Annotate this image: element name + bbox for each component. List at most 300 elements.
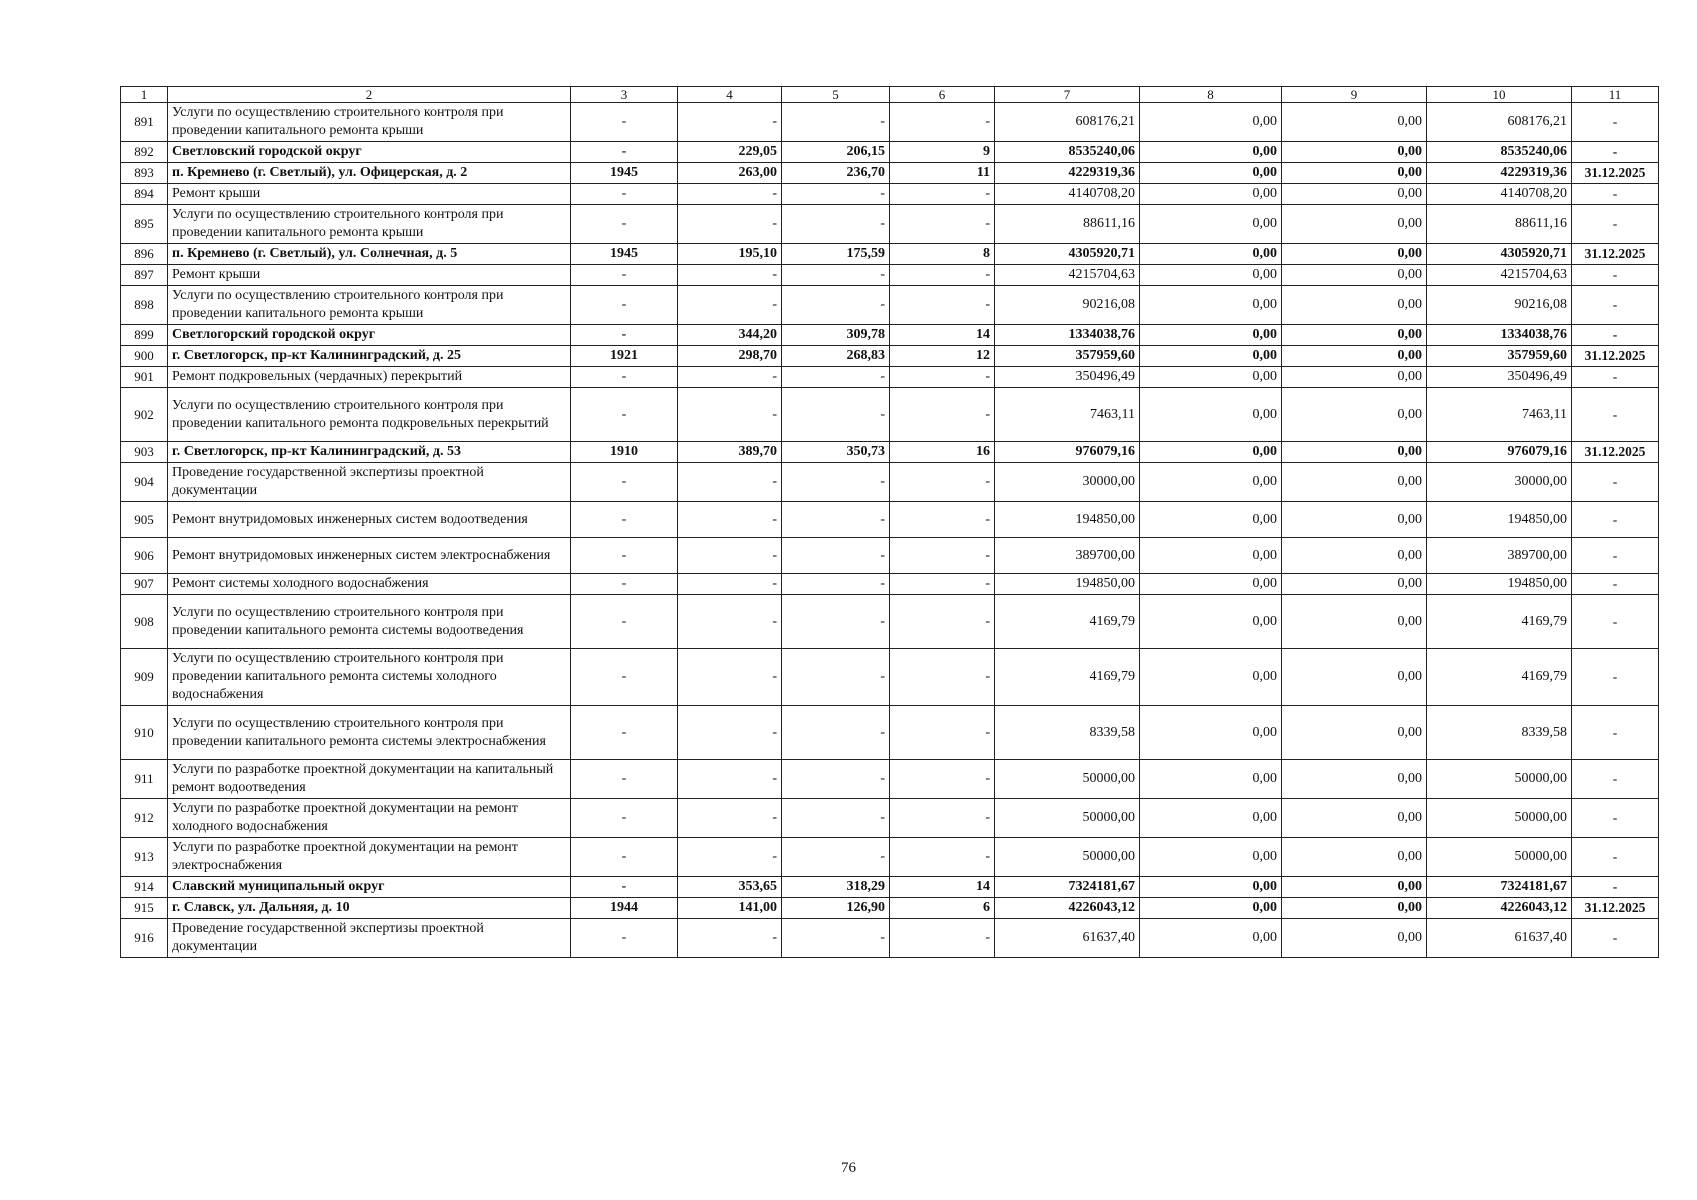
- cost-col8-cell: 0,00: [1140, 367, 1282, 388]
- table-row: [121, 838, 1659, 877]
- total-cost-cell: 1334038,76: [995, 325, 1140, 346]
- year-cell: -: [571, 103, 678, 142]
- total-cost-cell: 61637,40: [995, 919, 1140, 958]
- end-date-cell: -: [1572, 574, 1659, 595]
- end-date-cell: 31.12.2025: [1572, 442, 1659, 463]
- table-row: [121, 346, 1659, 367]
- cost-col8-cell: 0,00: [1140, 205, 1282, 244]
- cost-col9-cell: 0,00: [1282, 706, 1427, 760]
- cost-col10-cell: 4215704,63: [1427, 265, 1572, 286]
- residents-cell: 11: [890, 163, 995, 184]
- cost-col10-cell: 4305920,71: [1427, 244, 1572, 265]
- total-cost-cell: 30000,00: [995, 463, 1140, 502]
- cost-col10-cell: 61637,40: [1427, 919, 1572, 958]
- work-name-cell: Услуги по осуществлению строительного контроля при проведении капитального ремонта системы электроснабжения: [168, 706, 571, 760]
- total-area-cell: 263,00: [678, 163, 782, 184]
- end-date-cell: -: [1572, 538, 1659, 574]
- cost-col9-cell: 0,00: [1282, 325, 1427, 346]
- year-cell: -: [571, 205, 678, 244]
- living-area-cell: -: [782, 838, 890, 877]
- cost-col10-cell: 194850,00: [1427, 574, 1572, 595]
- work-name-cell: Проведение государственной экспертизы проектной документации: [168, 919, 571, 958]
- table-row: [121, 463, 1659, 502]
- table-row: [121, 325, 1659, 346]
- total-cost-cell: 50000,00: [995, 838, 1140, 877]
- table-row: [121, 286, 1659, 325]
- year-cell: -: [571, 649, 678, 706]
- cost-col8-cell: 0,00: [1140, 538, 1282, 574]
- total-cost-cell: 8339,58: [995, 706, 1140, 760]
- cost-col10-cell: 8339,58: [1427, 706, 1572, 760]
- row-number-cell: 900: [121, 346, 168, 367]
- cost-col8-cell: 0,00: [1140, 898, 1282, 919]
- residents-cell: -: [890, 538, 995, 574]
- cost-col8-cell: 0,00: [1140, 799, 1282, 838]
- work-name-cell: п. Кремнево (г. Светлый), ул. Солнечная, д. 5: [168, 244, 571, 265]
- work-name-cell: п. Кремнево (г. Светлый), ул. Офицерская, д. 2: [168, 163, 571, 184]
- living-area-cell: 268,83: [782, 346, 890, 367]
- year-cell: -: [571, 760, 678, 799]
- end-date-cell: 31.12.2025: [1572, 898, 1659, 919]
- total-cost-cell: 4215704,63: [995, 265, 1140, 286]
- year-cell: -: [571, 325, 678, 346]
- end-date-cell: -: [1572, 799, 1659, 838]
- cost-col10-cell: 7324181,67: [1427, 877, 1572, 898]
- cost-col8-cell: 0,00: [1140, 760, 1282, 799]
- cost-col8-cell: 0,00: [1140, 919, 1282, 958]
- residents-cell: 6: [890, 898, 995, 919]
- row-number-cell: 896: [121, 244, 168, 265]
- total-cost-cell: 357959,60: [995, 346, 1140, 367]
- total-area-cell: 229,05: [678, 142, 782, 163]
- year-cell: 1910: [571, 442, 678, 463]
- cost-col10-cell: 8535240,06: [1427, 142, 1572, 163]
- table-row: [121, 367, 1659, 388]
- cost-col9-cell: 0,00: [1282, 346, 1427, 367]
- table-row: [121, 244, 1659, 265]
- row-number-cell: 899: [121, 325, 168, 346]
- total-area-cell: -: [678, 760, 782, 799]
- living-area-cell: 318,29: [782, 877, 890, 898]
- residents-cell: -: [890, 103, 995, 142]
- table-row: [121, 877, 1659, 898]
- residents-cell: -: [890, 706, 995, 760]
- total-cost-cell: 350496,49: [995, 367, 1140, 388]
- end-date-cell: -: [1572, 367, 1659, 388]
- residents-cell: 14: [890, 325, 995, 346]
- cost-col9-cell: 0,00: [1282, 205, 1427, 244]
- total-area-cell: -: [678, 265, 782, 286]
- year-cell: -: [571, 538, 678, 574]
- row-number-cell: 912: [121, 799, 168, 838]
- end-date-cell: -: [1572, 142, 1659, 163]
- cost-col10-cell: 7463,11: [1427, 388, 1572, 442]
- total-cost-cell: 976079,16: [995, 442, 1140, 463]
- cost-col8-cell: 0,00: [1140, 325, 1282, 346]
- cost-col8-cell: 0,00: [1140, 574, 1282, 595]
- row-number-cell: 903: [121, 442, 168, 463]
- total-area-cell: 353,65: [678, 877, 782, 898]
- year-cell: -: [571, 142, 678, 163]
- residents-cell: 14: [890, 877, 995, 898]
- cost-col9-cell: 0,00: [1282, 595, 1427, 649]
- end-date-cell: -: [1572, 286, 1659, 325]
- total-area-cell: -: [678, 838, 782, 877]
- cost-col10-cell: 4226043,12: [1427, 898, 1572, 919]
- living-area-cell: 175,59: [782, 244, 890, 265]
- cost-col9-cell: 0,00: [1282, 286, 1427, 325]
- row-number-cell: 904: [121, 463, 168, 502]
- total-area-cell: -: [678, 799, 782, 838]
- living-area-cell: -: [782, 388, 890, 442]
- residents-cell: -: [890, 367, 995, 388]
- cost-col10-cell: 4169,79: [1427, 649, 1572, 706]
- work-name-cell: Проведение государственной экспертизы проектной документации: [168, 463, 571, 502]
- end-date-cell: -: [1572, 838, 1659, 877]
- living-area-cell: 206,15: [782, 142, 890, 163]
- cost-col9-cell: 0,00: [1282, 442, 1427, 463]
- work-name-cell: Ремонт крыши: [168, 184, 571, 205]
- work-name-cell: Светлогорский городской округ: [168, 325, 571, 346]
- row-number-cell: 897: [121, 265, 168, 286]
- table-row: [121, 103, 1659, 142]
- table-row: [121, 538, 1659, 574]
- table-row: [121, 706, 1659, 760]
- total-cost-cell: 4169,79: [995, 595, 1140, 649]
- total-area-cell: -: [678, 595, 782, 649]
- column-numbers-row: [121, 87, 1659, 103]
- work-name-cell: Услуги по осуществлению строительного контроля при проведении капитального ремонта крыши: [168, 103, 571, 142]
- work-name-cell: Услуги по разработке проектной документации на ремонт электроснабжения: [168, 838, 571, 877]
- total-area-cell: -: [678, 706, 782, 760]
- cost-col10-cell: 30000,00: [1427, 463, 1572, 502]
- year-cell: -: [571, 463, 678, 502]
- work-name-cell: Ремонт внутридомовых инженерных систем водоотведения: [168, 502, 571, 538]
- total-area-cell: 389,70: [678, 442, 782, 463]
- row-number-cell: 907: [121, 574, 168, 595]
- living-area-cell: -: [782, 760, 890, 799]
- total-cost-cell: 50000,00: [995, 760, 1140, 799]
- cost-col8-cell: 0,00: [1140, 388, 1282, 442]
- year-cell: 1945: [571, 244, 678, 265]
- end-date-cell: -: [1572, 103, 1659, 142]
- total-area-cell: -: [678, 574, 782, 595]
- year-cell: -: [571, 595, 678, 649]
- total-cost-cell: 90216,08: [995, 286, 1140, 325]
- residents-cell: -: [890, 265, 995, 286]
- work-name-cell: Славский муниципальный округ: [168, 877, 571, 898]
- cost-col8-cell: 0,00: [1140, 442, 1282, 463]
- work-name-cell: Ремонт системы холодного водоснабжения: [168, 574, 571, 595]
- living-area-cell: -: [782, 502, 890, 538]
- residents-cell: 12: [890, 346, 995, 367]
- table-row: [121, 502, 1659, 538]
- table-row: [121, 142, 1659, 163]
- row-number-cell: 906: [121, 538, 168, 574]
- cost-col9-cell: 0,00: [1282, 502, 1427, 538]
- cost-col9-cell: 0,00: [1282, 388, 1427, 442]
- work-name-cell: Услуги по разработке проектной документации на ремонт холодного водоснабжения: [168, 799, 571, 838]
- year-cell: -: [571, 877, 678, 898]
- total-cost-cell: 389700,00: [995, 538, 1140, 574]
- cost-col10-cell: 88611,16: [1427, 205, 1572, 244]
- column-header: 5: [782, 87, 890, 103]
- work-name-cell: Услуги по осуществлению строительного контроля при проведении капитального ремонта подкровельных перекрытий: [168, 388, 571, 442]
- cost-col9-cell: 0,00: [1282, 163, 1427, 184]
- end-date-cell: -: [1572, 463, 1659, 502]
- cost-col9-cell: 0,00: [1282, 103, 1427, 142]
- residents-cell: -: [890, 799, 995, 838]
- year-cell: -: [571, 265, 678, 286]
- cost-col8-cell: 0,00: [1140, 649, 1282, 706]
- living-area-cell: -: [782, 799, 890, 838]
- cost-col10-cell: 976079,16: [1427, 442, 1572, 463]
- column-header: 7: [995, 87, 1140, 103]
- cost-col9-cell: 0,00: [1282, 838, 1427, 877]
- year-cell: -: [571, 184, 678, 205]
- table-row: [121, 388, 1659, 442]
- cost-col10-cell: 350496,49: [1427, 367, 1572, 388]
- total-cost-cell: 88611,16: [995, 205, 1140, 244]
- end-date-cell: -: [1572, 184, 1659, 205]
- year-cell: 1944: [571, 898, 678, 919]
- column-header: 11: [1572, 87, 1659, 103]
- row-number-cell: 916: [121, 919, 168, 958]
- living-area-cell: -: [782, 265, 890, 286]
- total-area-cell: -: [678, 463, 782, 502]
- total-area-cell: -: [678, 919, 782, 958]
- table-row: [121, 595, 1659, 649]
- row-number-cell: 902: [121, 388, 168, 442]
- end-date-cell: -: [1572, 919, 1659, 958]
- end-date-cell: -: [1572, 760, 1659, 799]
- year-cell: -: [571, 367, 678, 388]
- cost-col9-cell: 0,00: [1282, 367, 1427, 388]
- living-area-cell: 236,70: [782, 163, 890, 184]
- column-header: 9: [1282, 87, 1427, 103]
- residents-cell: -: [890, 760, 995, 799]
- end-date-cell: -: [1572, 325, 1659, 346]
- end-date-cell: -: [1572, 877, 1659, 898]
- cost-col8-cell: 0,00: [1140, 463, 1282, 502]
- end-date-cell: 31.12.2025: [1572, 163, 1659, 184]
- row-number-cell: 898: [121, 286, 168, 325]
- cost-col9-cell: 0,00: [1282, 265, 1427, 286]
- year-cell: -: [571, 919, 678, 958]
- total-area-cell: -: [678, 649, 782, 706]
- table-body: [121, 103, 1659, 958]
- end-date-cell: -: [1572, 502, 1659, 538]
- cost-col9-cell: 0,00: [1282, 919, 1427, 958]
- work-name-cell: Услуги по разработке проектной документации на капитальный ремонт водоотведения: [168, 760, 571, 799]
- total-area-cell: -: [678, 388, 782, 442]
- living-area-cell: -: [782, 463, 890, 502]
- living-area-cell: -: [782, 595, 890, 649]
- cost-col9-cell: 0,00: [1282, 244, 1427, 265]
- cost-col8-cell: 0,00: [1140, 142, 1282, 163]
- cost-col10-cell: 50000,00: [1427, 760, 1572, 799]
- cost-col8-cell: 0,00: [1140, 346, 1282, 367]
- residents-cell: -: [890, 574, 995, 595]
- cost-col10-cell: 50000,00: [1427, 838, 1572, 877]
- total-cost-cell: 194850,00: [995, 502, 1140, 538]
- total-area-cell: 195,10: [678, 244, 782, 265]
- cost-col9-cell: 0,00: [1282, 649, 1427, 706]
- cost-col10-cell: 389700,00: [1427, 538, 1572, 574]
- work-name-cell: Услуги по осуществлению строительного контроля при проведении капитального ремонта крыши: [168, 205, 571, 244]
- year-cell: -: [571, 706, 678, 760]
- table-row: [121, 898, 1659, 919]
- total-cost-cell: 8535240,06: [995, 142, 1140, 163]
- work-name-cell: Услуги по осуществлению строительного контроля при проведении капитального ремонта системы холодного водоснабжения: [168, 649, 571, 706]
- total-cost-cell: 7324181,67: [995, 877, 1140, 898]
- cost-col9-cell: 0,00: [1282, 799, 1427, 838]
- cost-col8-cell: 0,00: [1140, 838, 1282, 877]
- cost-col8-cell: 0,00: [1140, 502, 1282, 538]
- end-date-cell: 31.12.2025: [1572, 244, 1659, 265]
- total-cost-cell: 7463,11: [995, 388, 1140, 442]
- year-cell: 1921: [571, 346, 678, 367]
- residents-cell: 16: [890, 442, 995, 463]
- living-area-cell: 309,78: [782, 325, 890, 346]
- residents-cell: -: [890, 919, 995, 958]
- column-header: 2: [168, 87, 571, 103]
- work-name-cell: Светловский городской округ: [168, 142, 571, 163]
- end-date-cell: -: [1572, 205, 1659, 244]
- cost-col10-cell: 4229319,36: [1427, 163, 1572, 184]
- cost-col8-cell: 0,00: [1140, 103, 1282, 142]
- work-name-cell: г. Светлогорск, пр-кт Калининградский, д. 53: [168, 442, 571, 463]
- year-cell: -: [571, 286, 678, 325]
- total-area-cell: -: [678, 367, 782, 388]
- work-name-cell: Ремонт внутридомовых инженерных систем электроснабжения: [168, 538, 571, 574]
- total-area-cell: 141,00: [678, 898, 782, 919]
- cost-col9-cell: 0,00: [1282, 538, 1427, 574]
- living-area-cell: -: [782, 706, 890, 760]
- end-date-cell: -: [1572, 595, 1659, 649]
- residents-cell: 9: [890, 142, 995, 163]
- total-cost-cell: 4140708,20: [995, 184, 1140, 205]
- cost-col10-cell: 194850,00: [1427, 502, 1572, 538]
- row-number-cell: 908: [121, 595, 168, 649]
- total-area-cell: -: [678, 184, 782, 205]
- cost-col9-cell: 0,00: [1282, 877, 1427, 898]
- cost-col8-cell: 0,00: [1140, 265, 1282, 286]
- column-header: 3: [571, 87, 678, 103]
- end-date-cell: -: [1572, 265, 1659, 286]
- total-cost-cell: 4229319,36: [995, 163, 1140, 184]
- table-row: [121, 163, 1659, 184]
- table-row: [121, 799, 1659, 838]
- living-area-cell: -: [782, 205, 890, 244]
- cost-col8-cell: 0,00: [1140, 877, 1282, 898]
- year-cell: -: [571, 799, 678, 838]
- column-header: 1: [121, 87, 168, 103]
- total-cost-cell: 608176,21: [995, 103, 1140, 142]
- residents-cell: -: [890, 388, 995, 442]
- cost-col9-cell: 0,00: [1282, 574, 1427, 595]
- total-area-cell: 298,70: [678, 346, 782, 367]
- row-number-cell: 893: [121, 163, 168, 184]
- end-date-cell: -: [1572, 706, 1659, 760]
- row-number-cell: 895: [121, 205, 168, 244]
- row-number-cell: 894: [121, 184, 168, 205]
- cost-col8-cell: 0,00: [1140, 595, 1282, 649]
- end-date-cell: -: [1572, 649, 1659, 706]
- table-row: [121, 760, 1659, 799]
- residents-cell: -: [890, 838, 995, 877]
- table-row: [121, 649, 1659, 706]
- total-area-cell: -: [678, 103, 782, 142]
- living-area-cell: -: [782, 367, 890, 388]
- cost-col8-cell: 0,00: [1140, 706, 1282, 760]
- end-date-cell: 31.12.2025: [1572, 346, 1659, 367]
- living-area-cell: -: [782, 286, 890, 325]
- cost-col8-cell: 0,00: [1140, 163, 1282, 184]
- year-cell: -: [571, 574, 678, 595]
- row-number-cell: 910: [121, 706, 168, 760]
- living-area-cell: -: [782, 184, 890, 205]
- row-number-cell: 911: [121, 760, 168, 799]
- cost-col9-cell: 0,00: [1282, 760, 1427, 799]
- table-row: [121, 265, 1659, 286]
- cost-col8-cell: 0,00: [1140, 184, 1282, 205]
- work-name-cell: Услуги по осуществлению строительного контроля при проведении капитального ремонта системы водоотведения: [168, 595, 571, 649]
- total-cost-cell: 4305920,71: [995, 244, 1140, 265]
- table-row: [121, 919, 1659, 958]
- table-row: [121, 442, 1659, 463]
- row-number-cell: 891: [121, 103, 168, 142]
- row-number-cell: 909: [121, 649, 168, 706]
- row-number-cell: 905: [121, 502, 168, 538]
- total-area-cell: 344,20: [678, 325, 782, 346]
- row-number-cell: 892: [121, 142, 168, 163]
- work-name-cell: г. Светлогорск, пр-кт Калининградский, д. 25: [168, 346, 571, 367]
- column-header: 10: [1427, 87, 1572, 103]
- residents-cell: -: [890, 595, 995, 649]
- total-cost-cell: 50000,00: [995, 799, 1140, 838]
- residents-cell: -: [890, 205, 995, 244]
- cost-col10-cell: 50000,00: [1427, 799, 1572, 838]
- residents-cell: -: [890, 649, 995, 706]
- column-header: 4: [678, 87, 782, 103]
- living-area-cell: -: [782, 574, 890, 595]
- cost-col10-cell: 90216,08: [1427, 286, 1572, 325]
- row-number-cell: 914: [121, 877, 168, 898]
- table-row: [121, 574, 1659, 595]
- table-row: [121, 184, 1659, 205]
- column-header: 6: [890, 87, 995, 103]
- living-area-cell: 126,90: [782, 898, 890, 919]
- residents-cell: -: [890, 184, 995, 205]
- work-name-cell: Услуги по осуществлению строительного контроля при проведении капитального ремонта крыши: [168, 286, 571, 325]
- row-number-cell: 901: [121, 367, 168, 388]
- total-area-cell: -: [678, 502, 782, 538]
- year-cell: -: [571, 388, 678, 442]
- row-number-cell: 915: [121, 898, 168, 919]
- cost-col9-cell: 0,00: [1282, 142, 1427, 163]
- cost-col9-cell: 0,00: [1282, 898, 1427, 919]
- residents-cell: -: [890, 286, 995, 325]
- total-area-cell: -: [678, 205, 782, 244]
- living-area-cell: -: [782, 103, 890, 142]
- cost-col10-cell: 4140708,20: [1427, 184, 1572, 205]
- total-area-cell: -: [678, 286, 782, 325]
- work-name-cell: Ремонт подкровельных (чердачных) перекрытий: [168, 367, 571, 388]
- cost-col10-cell: 1334038,76: [1427, 325, 1572, 346]
- living-area-cell: -: [782, 538, 890, 574]
- total-cost-cell: 4169,79: [995, 649, 1140, 706]
